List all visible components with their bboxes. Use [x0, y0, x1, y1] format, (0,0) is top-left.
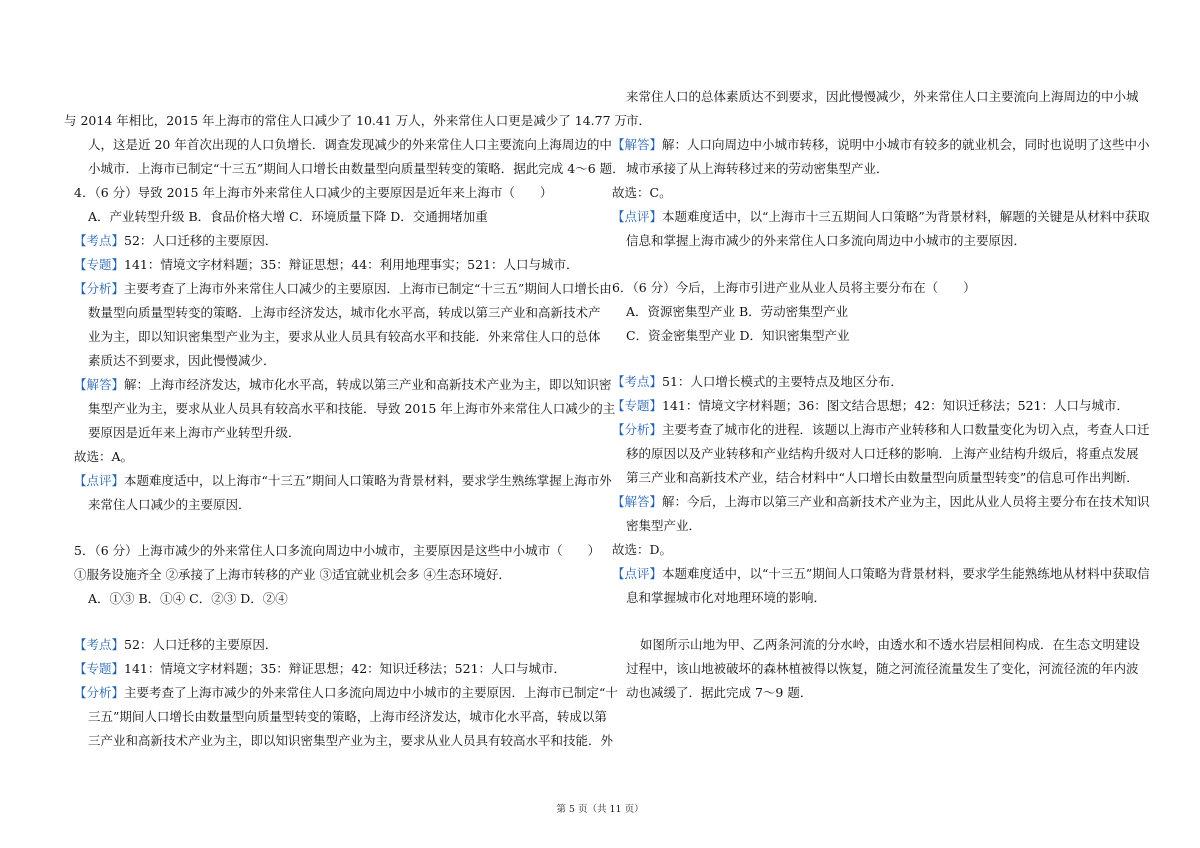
text-line: [74, 257, 579, 273]
text-line: [626, 161, 889, 177]
section-tag: 【解答】: [612, 137, 663, 152]
line-text: 如图所示山地为甲、乙两条河流的分水岭，由透水和不透水岩层相间构成．在生态文明建设: [640, 637, 1141, 652]
line-text: 信息和掌握上海市减少的外来常住人口多流向周边中小城市的主要原因．: [626, 233, 1027, 248]
section-tag: 【点评】: [74, 473, 125, 488]
line-text: 故选：A。: [74, 449, 134, 464]
text-line: [626, 328, 850, 344]
line-text: 本题难度适中，以上海市“十三五”期间人口策略为背景材料，要求学生熟练掌握上海市外: [124, 473, 612, 488]
text-line: [612, 374, 903, 390]
text-line: [612, 398, 1129, 414]
line-text: 主要考查了上海市外来常住人口减少的主要原因．上海市已制定“十三五”期间人口增长由: [124, 281, 612, 296]
line-text: 5．（6 分）上海市减少的外来常住人口多流向周边中小城市，主要原因是这些中小城市（ ）: [74, 543, 601, 558]
section-tag: 【考点】: [74, 637, 125, 652]
text-line: [88, 709, 607, 725]
line-text: A．资源密集型产业 B．劳动密集型产业: [626, 304, 849, 319]
text-line: [88, 401, 615, 417]
text-line: [626, 661, 1139, 677]
line-text: 素质达不到要求，因此慢慢减少．: [88, 353, 276, 368]
line-text: 本题难度适中，以“十三五”期间人口策略为背景材料，要求学生能熟练地从材料中获取信: [662, 566, 1150, 581]
line-text: 故选：C。: [612, 185, 672, 200]
section-tag: 【分析】: [74, 685, 125, 700]
text-line: [74, 543, 600, 559]
text-line: [74, 377, 612, 393]
text-line: [88, 497, 251, 513]
line-text: 数量型向质量型转变的策略．上海市经济发达，城市化水平高，转成以第三产业和高新技术产: [88, 305, 601, 320]
section-tag: 【专题】: [74, 661, 125, 676]
line-text: ①服务设施齐全 ②承接了上海市转移的产业 ③适宜就业机会多 ④生态环境好．: [74, 567, 511, 582]
section-tag: 【解答】: [612, 494, 663, 509]
section-tag: 【专题】: [74, 257, 125, 272]
line-text: 动也减缓了．据此完成 7～9 题．: [626, 685, 813, 700]
text-line: [626, 446, 1139, 462]
line-text: 4．（6 分）导致 2015 年上海市外来常住人口减少的主要原因是近年来上海市（ ）: [74, 185, 553, 200]
line-text: 第三产业和高新技术产业，结合材料中“人口增长由数量型向质量型转变”的信息可作出判断．: [626, 470, 1139, 485]
line-text: 过程中，该山地被破坏的森林植被得以恢复，随之河流径流量发生了变化，河流径流的年内波: [626, 661, 1139, 676]
line-text: A．①③ B．①④ C．②③ D．②④: [88, 591, 288, 606]
line-text: 解：今后，上海市以第三产业和高新技术产业为主，因此从业人员将主要分布在技术知识: [662, 494, 1150, 509]
line-text: A．产业转型升级 B．食品价格大增 C．环境质量下降 D．交通拥堵加重: [88, 209, 488, 224]
text-line: [626, 590, 826, 606]
text-line: [64, 113, 627, 129]
line-text: 移的原因以及产业转移和产业结构升级对人口迁移的影响．上海产业结构升级后，将重点发展: [626, 446, 1139, 461]
line-text: 主要考查了上海市减少的外来常住人口多流向周边中小城市的主要原因．上海市已制定“十: [124, 685, 618, 700]
line-text: 141：情境文字材料题；35：辩证思想；42：知识迁移法；521：人口与城市．: [124, 661, 567, 676]
line-text: 6．（6 分）今后，上海市引进产业从业人员将主要分布在（ ）: [612, 280, 976, 295]
line-text: 三产业和高新技术产业为主，即以知识密集型产业为主，要求从业人员具有较高水平和技能．外: [88, 733, 614, 748]
line-text: 与 2014 年相比，2015 年上海市的常住人口减少了 10.41 万人，外来常住人口更是减少了 14.77 万: [64, 113, 628, 128]
line-text: 业为主，即以知识密集型产业为主，要求从业人员具有较高水平和技能．外来常住人口的总体: [88, 329, 601, 344]
line-text: 141：情境文字材料题；36：图文结合思想；42：知识迁移法；521：人口与城市．: [662, 398, 1130, 413]
text-line: [74, 637, 277, 653]
text-line: [612, 566, 1150, 582]
text-line: [88, 425, 301, 441]
text-line: [612, 137, 1150, 153]
text-line: [74, 567, 511, 583]
text-line: [612, 542, 672, 558]
section-tag: 【专题】: [612, 398, 663, 413]
line-text: 来常住人口减少的主要原因．: [88, 497, 251, 512]
line-text: 51：人口增长模式的主要特点及地区分布．: [662, 374, 903, 389]
text-line: [74, 685, 618, 701]
page-footer: 第 5 页（共 11 页）: [556, 804, 644, 815]
text-line: [88, 305, 601, 321]
text-line: [626, 518, 701, 534]
line-text: 141：情境文字材料题；35：辩证思想；44：利用地理事实；521：人口与城市．: [124, 257, 579, 272]
text-line: [640, 637, 1140, 653]
line-text: 解：人口向周边中小城市转移，说明中小城市有较多的就业机会，同时也说明了这些中小: [662, 137, 1150, 152]
text-line: [612, 209, 1150, 225]
text-line: [88, 209, 488, 225]
text-line: [626, 113, 651, 129]
line-text: 集型产业为主，要求从业人员具有较高水平和技能．导致 2015 年上海市外来常住人口减少的主: [88, 401, 616, 416]
line-text: 小城市．上海市已制定“十三五”期间人口增长由数量型向质量型转变的策略．据此完成 4～6 题．: [88, 161, 625, 176]
line-text: 要原因是近年来上海市产业转型升级．: [88, 425, 301, 440]
text-line: [74, 185, 552, 201]
text-line: [626, 304, 848, 320]
text-line: [74, 449, 133, 465]
text-line: [612, 422, 1150, 438]
line-text: 主要考查了城市化的进程．该题以上海市产业转移和人口数量变化为切入点，考查人口迁: [662, 422, 1150, 437]
section-tag: 【点评】: [612, 209, 663, 224]
line-text: 市．: [626, 113, 652, 128]
text-line: [74, 281, 612, 297]
text-line: [88, 733, 613, 749]
section-tag: 【解答】: [74, 377, 125, 392]
text-line: [88, 591, 288, 607]
line-text: 解：上海市经济发达，城市化水平高，转成以第三产业和高新技术产业为主，即以知识密: [124, 377, 612, 392]
text-line: [88, 329, 601, 345]
line-text: 密集型产业．: [626, 518, 702, 533]
text-line: [74, 661, 566, 677]
line-text: 52：人口迁移的主要原因．: [124, 637, 278, 652]
text-line: [88, 137, 612, 153]
section-tag: 【考点】: [74, 233, 125, 248]
text-line: [612, 494, 1150, 510]
text-line: [626, 89, 1139, 105]
line-text: 三五”期间人口增长由数量型向质量型转变的策略，上海市经济发达，城市化水平高，转成以第: [88, 709, 607, 724]
section-tag: 【点评】: [612, 566, 663, 581]
section-tag: 【分析】: [612, 422, 663, 437]
section-tag: 【考点】: [612, 374, 663, 389]
line-text: 息和掌握城市化对地理环境的影响．: [626, 590, 827, 605]
text-line: [88, 161, 625, 177]
line-text: 来常住人口的总体素质达不到要求，因此慢慢减少，外来常住人口主要流向上海周边的中小城: [626, 89, 1139, 104]
text-line: [74, 233, 277, 249]
line-text: C．资金密集型产业 D．知识密集型产业: [626, 328, 850, 343]
line-text: 本题难度适中，以“上海市十三五期间人口策略”为背景材料，解题的关键是从材料中获取: [662, 209, 1150, 224]
section-tag: 【分析】: [74, 281, 125, 296]
text-line: [88, 353, 276, 369]
text-line: [612, 280, 976, 296]
text-line: [626, 685, 812, 701]
text-line: [74, 473, 612, 489]
line-text: 城市承接了从上海转移过来的劳动密集型产业．: [626, 161, 889, 176]
text-line: [626, 233, 1026, 249]
text-line: [626, 470, 1139, 486]
line-text: 故选：D。: [612, 542, 673, 557]
text-line: [612, 185, 672, 201]
line-text: 人，这是近 20 年首次出现的人口负增长．调查发现减少的外来常住人口主要流向上海周边的中: [88, 137, 612, 152]
line-text: 52：人口迁移的主要原因．: [124, 233, 278, 248]
